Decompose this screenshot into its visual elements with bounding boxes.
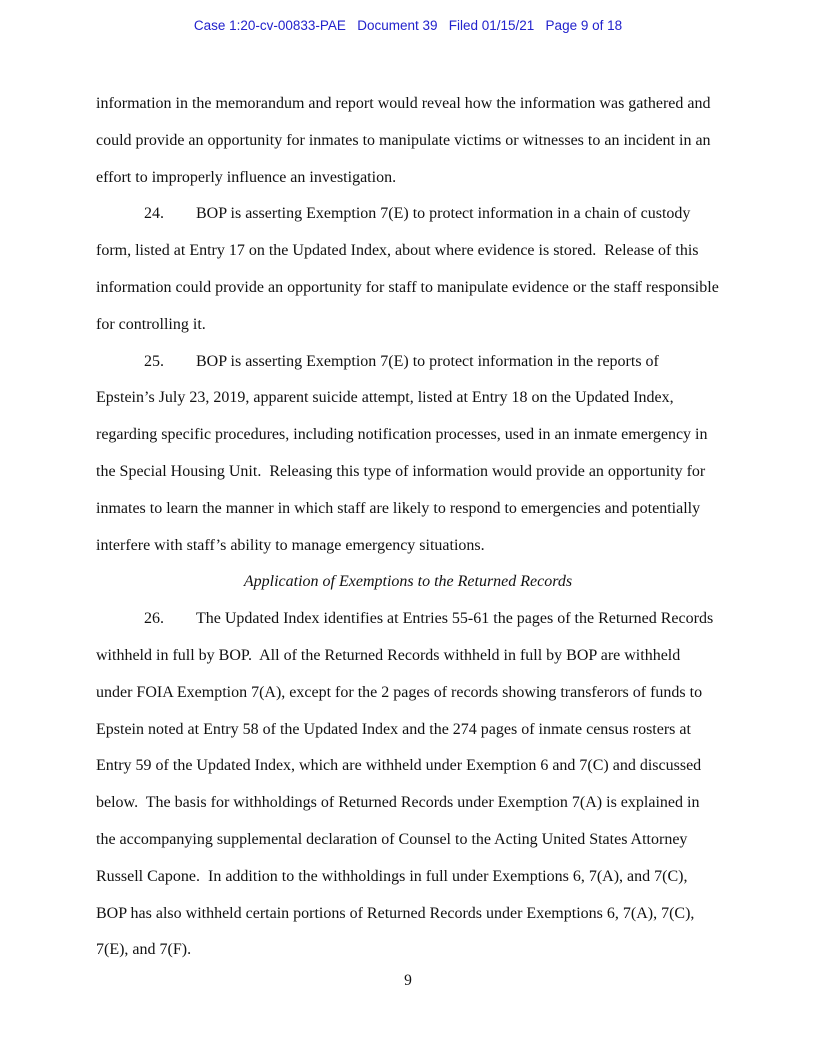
paragraph-continuation: information in the memorandum and report would reveal how the information was gathered and could provide an opportunity for inmates to manipulate victims or witnesses to an incident in an effort to improperly influence an investigation. <box>96 95 715 186</box>
ecf-header-stamp: Case 1:20-cv-00833-PAE Document 39 Filed 01/15/21 Page 9 of 18 <box>193 18 623 33</box>
document-body <box>96 86 723 969</box>
page-number: 9 <box>404 972 412 989</box>
paragraph-25 <box>96 344 720 565</box>
section-heading: Application of Exemptions to the Returned Records <box>243 573 573 591</box>
paragraph-26-number: 26. <box>144 610 164 628</box>
paragraph-26-text: The Updated Index identifies at Entries 55-61 the pages of the Returned Records withheld in full by BOP. All of the Returned Records withheld in full by BOP are withheld under FOIA Exemption 7(A), except for the 2 pages of records showing transferors of funds to Epstein noted at Entry 58 of the Updated Index and the 274 pages of inmate census rosters at Entry 59 of the Updated Index, which are withheld under Exemption 6 and 7(C) and discussed below. The basis for withholdings of Returned Records under Exemption 7(A) is explained in the accompanying supplemental declaration of Counsel to the Acting United States Attorney Russell Capone. In addition to the withholdings in full under Exemptions 6, 7(A), and 7(C), BOP has also withheld certain portions of Returned Records under Exemptions 6, 7(A), 7(C), 7(E), and 7(F). <box>96 610 718 959</box>
paragraph-24 <box>96 196 723 343</box>
paragraph-24-text: BOP is asserting Exemption 7(E) to protect information in a chain of custody form, listed at Entry 17 on the Updated Index, about where evidence is stored. Release of this information could provide an opportunity for staff to manipulate evidence or the staff responsible for controlling it. <box>96 205 723 333</box>
paragraph-25-text: BOP is asserting Exemption 7(E) to protect information in the reports of Epstein’s July 23, 2019, apparent suicide attempt, listed at Entry 18 on the Updated Index, regarding specific procedures, including notification processes, used in an inmate emergency in the Special Housing Unit. Releasing this type of information would provide an opportunity for inmates to learn the manner in which staff are likely to respond to emergencies and potentially interfere with staff’s ability to manage emergency situations. <box>96 352 712 554</box>
paragraph-26 <box>96 601 720 969</box>
paragraph-25-number: 25. <box>144 352 164 370</box>
paragraph-24-number: 24. <box>144 205 164 223</box>
